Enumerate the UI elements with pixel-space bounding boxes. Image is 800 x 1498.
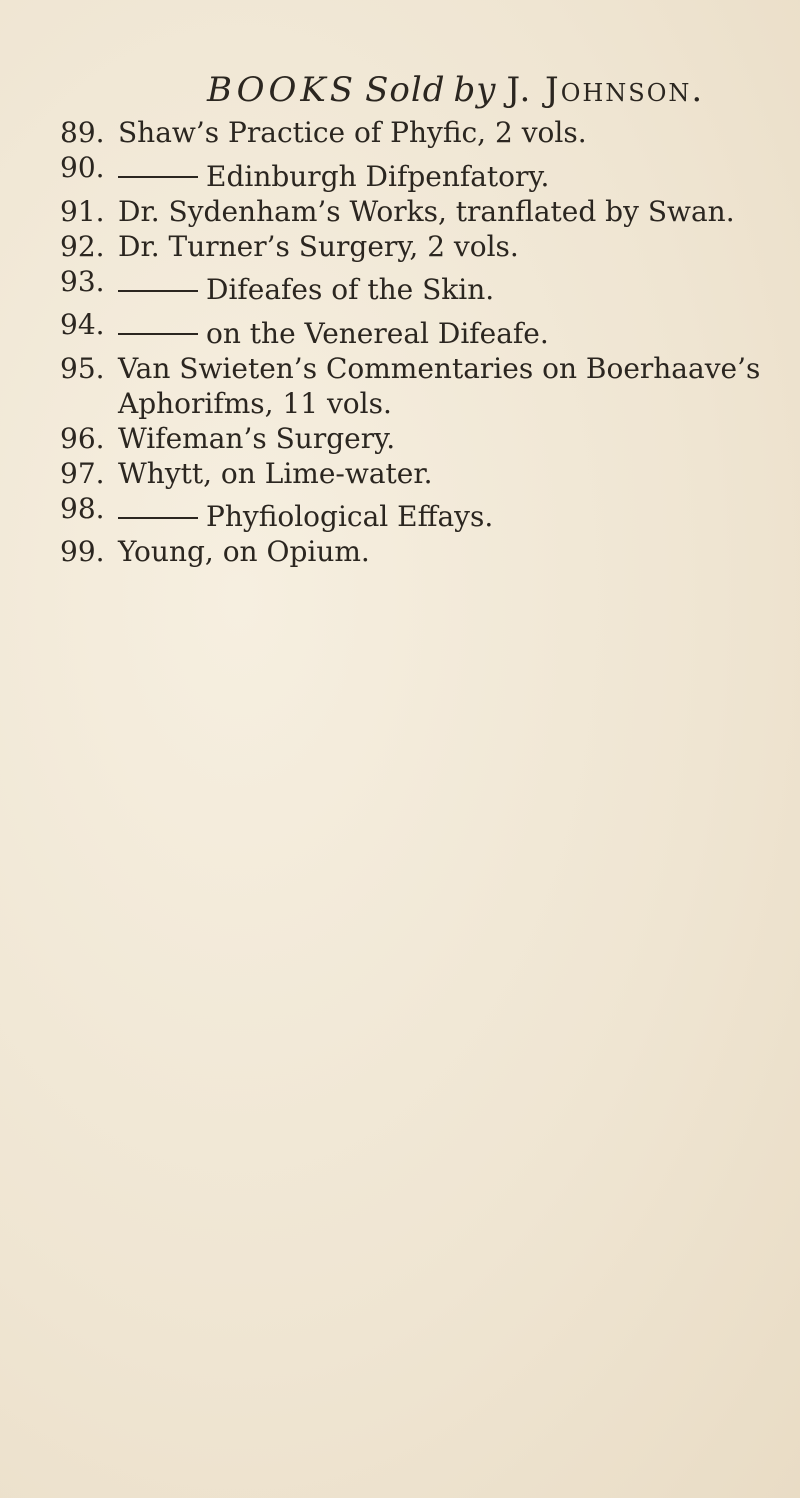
entry-title: on the Venereal Difeafe. xyxy=(206,316,549,350)
entry-body xyxy=(118,316,549,351)
ditto-dash xyxy=(118,333,198,335)
entry-number: 97. xyxy=(60,456,105,490)
book-list xyxy=(60,115,800,569)
entry-line xyxy=(118,229,519,264)
entry-line xyxy=(118,272,494,307)
book-entry xyxy=(60,264,800,308)
entry-title: Edinburgh Difpenfatory. xyxy=(206,159,550,193)
book-entry xyxy=(60,351,800,421)
entry-title: Difeafes of the Skin. xyxy=(206,273,495,306)
entry-continuation: Aphorifms, 11 vols. xyxy=(118,386,392,420)
entry-title: Whytt, on Lime-water. xyxy=(118,456,433,490)
entry-line xyxy=(118,194,735,229)
entry-title: Phyfiological Effays. xyxy=(206,500,494,533)
ditto-dash xyxy=(118,290,198,292)
page-header xyxy=(207,70,704,110)
book-entry xyxy=(60,534,800,569)
entry-body xyxy=(118,159,549,194)
book-entry xyxy=(60,491,800,535)
entry-number: 89. xyxy=(60,116,105,149)
book-entry xyxy=(60,115,800,150)
entry-body xyxy=(118,421,395,456)
header-publisher: J. Johnson. xyxy=(506,70,705,110)
ditto-dash xyxy=(118,176,198,178)
ditto-dash xyxy=(118,517,198,519)
book-entry xyxy=(60,229,800,264)
entry-number: 93. xyxy=(60,264,105,298)
entry-body xyxy=(118,456,433,491)
entry-title: Van Swieten’s Commentaries on Boerhaave’s xyxy=(118,351,761,385)
entry-body xyxy=(118,115,587,150)
entry-body xyxy=(118,534,370,569)
book-entry xyxy=(60,194,800,229)
entry-title: Shaw’s Practice of Phyfic, 2 vols. xyxy=(118,116,587,149)
entry-number: 95. xyxy=(60,351,105,385)
entry-line xyxy=(118,159,549,194)
entry-title: Dr. Turner’s Surgery, 2 vols. xyxy=(118,229,519,263)
entry-body xyxy=(118,272,494,307)
book-entry xyxy=(60,456,800,491)
entry-body xyxy=(118,194,735,229)
header-by: by xyxy=(453,70,497,110)
entry-line xyxy=(118,115,587,150)
entry-line xyxy=(118,316,549,351)
entry-line xyxy=(118,351,760,386)
entry-body xyxy=(118,351,760,421)
entry-title: Young, on Opium. xyxy=(118,535,370,568)
entry-number: 98. xyxy=(60,491,105,525)
header-sold: Sold xyxy=(365,70,446,110)
entry-line xyxy=(118,456,433,491)
entry-body xyxy=(118,229,519,264)
entry-line xyxy=(118,499,493,534)
entry-number: 96. xyxy=(60,421,105,455)
entry-line xyxy=(118,421,395,456)
book-entry xyxy=(60,307,800,351)
entry-body xyxy=(118,499,493,534)
entry-line xyxy=(118,534,370,569)
entry-number: 94. xyxy=(60,308,105,341)
entry-number: 91. xyxy=(60,194,105,228)
entry-title: Wifeman’s Surgery. xyxy=(118,421,396,455)
header-books: BOOKS xyxy=(207,70,358,110)
entry-number: 92. xyxy=(60,229,105,263)
book-entry xyxy=(60,150,800,194)
book-entry xyxy=(60,421,800,456)
entry-title: Dr. Sydenham’s Works, tranflated by Swan. xyxy=(118,194,735,228)
entry-number: 99. xyxy=(60,535,105,568)
entry-number: 90. xyxy=(60,151,105,184)
